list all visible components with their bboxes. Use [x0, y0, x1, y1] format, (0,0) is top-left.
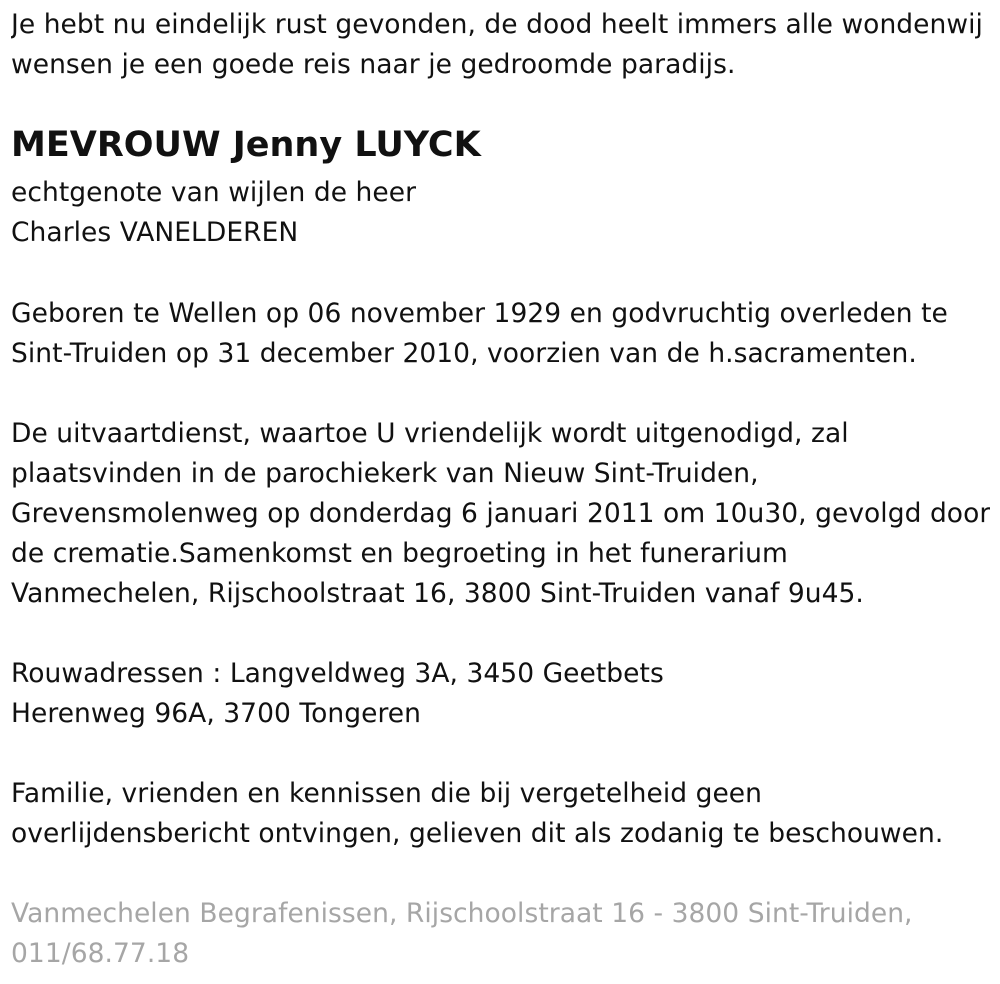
birth-death-line: Geboren te Wellen op 06 november 1929 en godvruchtig overleden te — [11, 298, 948, 329]
family-note-line: Familie, vrienden en kennissen die bij vergetelheid geen — [11, 778, 763, 809]
footer-line: 011/68.77.18 — [11, 938, 190, 969]
funeral-line: De uitvaartdienst, waartoe U vriendelijk wordt uitgenodigd, zal — [11, 418, 849, 449]
spouse-paragraph — [11, 173, 416, 253]
funeral-paragraph — [11, 414, 990, 614]
family-note-line: overlijdensbericht ontvingen, gelieven dit als zodanig te beschouwen. — [11, 818, 944, 849]
mourning-address-line: Rouwadressen : Langveldweg 3A, 3450 Geetbets — [11, 658, 664, 689]
funeral-line: de crematie.Samenkomst en begroeting in het funerarium — [11, 538, 788, 569]
birth-death-paragraph — [11, 294, 948, 374]
deceased-name: MEVROUW Jenny LUYCK — [11, 125, 481, 165]
funeral-line: Vanmechelen, Rijschoolstraat 16, 3800 Sint-Truiden vanaf 9u45. — [11, 578, 864, 609]
spouse-line: echtgenote van wijlen de heer — [11, 177, 417, 208]
family-note-paragraph — [11, 774, 943, 854]
intro-line: wensen je een goede reis naar je gedroomde paradijs. — [11, 49, 736, 80]
funeral-line: plaatsvinden in de parochiekerk van Nieuw Sint-Truiden, — [11, 458, 759, 489]
spouse-line: Charles VANELDEREN — [11, 217, 299, 248]
mourning-addresses-paragraph — [11, 654, 664, 734]
mourning-address-line: Herenweg 96A, 3700 Tongeren — [11, 698, 422, 729]
birth-death-line: Sint-Truiden op 31 december 2010, voorzien van de h.sacramenten. — [11, 338, 917, 369]
funeral-line: Grevensmolenweg op donderdag 6 januari 2011 om 10u30, gevolgd door — [11, 498, 991, 529]
intro-paragraph — [11, 5, 983, 85]
funeral-home-footer — [11, 894, 913, 974]
footer-line: Vanmechelen Begrafenissen, Rijschoolstraat 16 - 3800 Sint-Truiden, — [11, 898, 913, 929]
intro-line: Je hebt nu eindelijk rust gevonden, de dood heelt immers alle wondenwij — [11, 9, 983, 40]
